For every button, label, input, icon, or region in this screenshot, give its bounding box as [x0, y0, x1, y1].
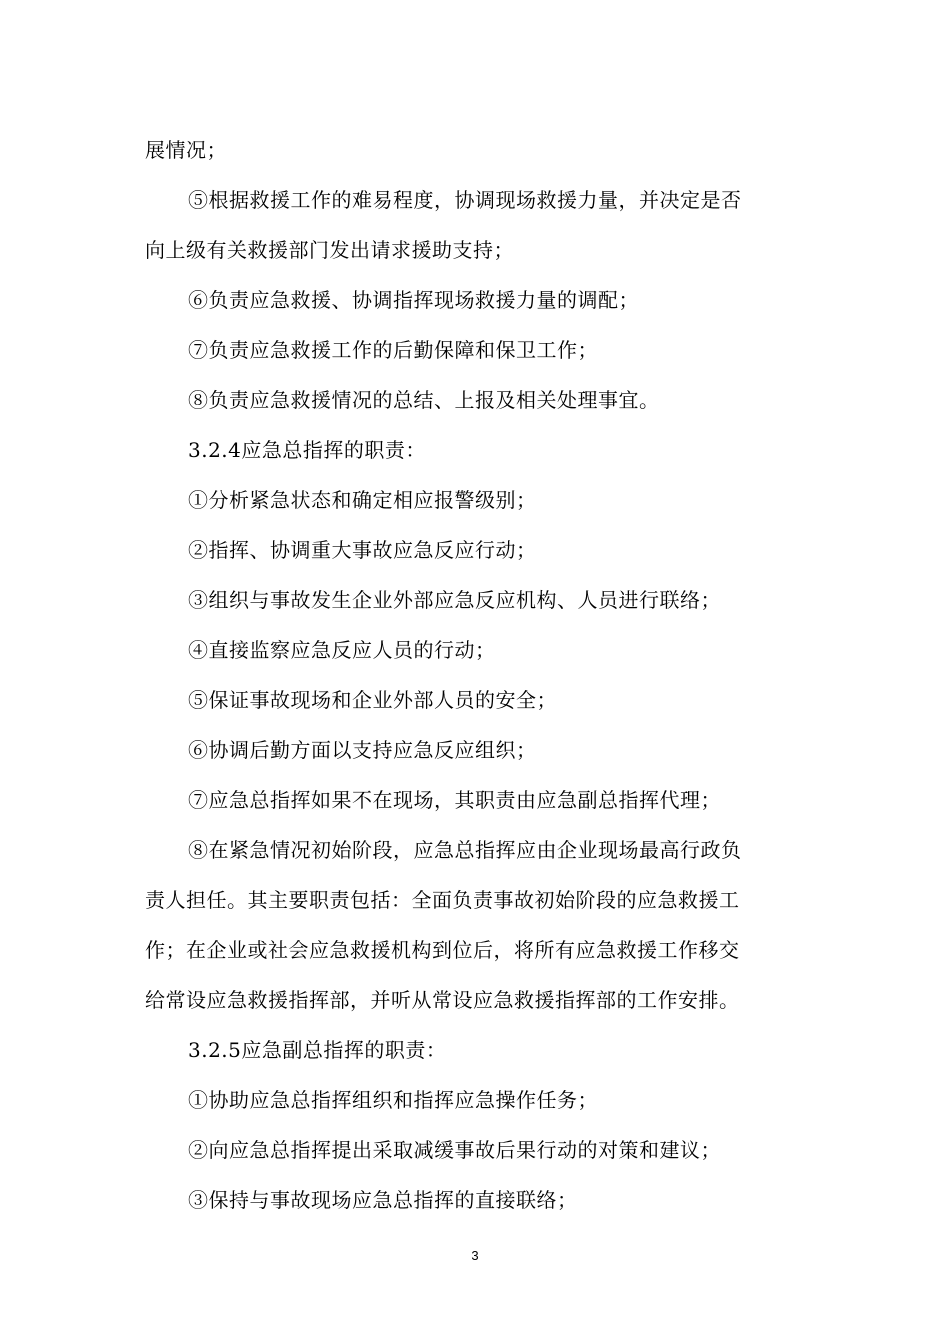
text-line: 向上级有关救援部门发出请求援助支持；	[145, 238, 514, 262]
text-line: ④直接监察应急反应人员的行动；	[188, 638, 496, 662]
section-heading: 3.2.5应急副总指挥的职责：	[188, 1038, 447, 1062]
text-line: ⑤根据救援工作的难易程度，协调现场救援力量，并决定是否	[188, 188, 742, 212]
text-line: ②向应急总指挥提出采取减缓事故后果行动的对策和建议；	[188, 1138, 721, 1162]
section-heading: 3.2.4应急总指挥的职责：	[188, 438, 426, 462]
text-line: ⑦应急总指挥如果不在现场，其职责由应急副总指挥代理；	[188, 788, 721, 812]
text-line: 展情况；	[145, 138, 227, 162]
text-line: ②指挥、协调重大事故应急反应行动；	[188, 538, 537, 562]
text-line: ①分析紧急状态和确定相应报警级别；	[188, 488, 537, 512]
text-line: 作；在企业或社会应急救援机构到位后，将所有应急救援工作移交	[145, 938, 740, 962]
text-line: ③保持与事故现场应急总指挥的直接联络；	[188, 1188, 578, 1212]
text-line: ③组织与事故发生企业外部应急反应机构、人员进行联络；	[188, 588, 721, 612]
text-line: ⑦负责应急救援工作的后勤保障和保卫工作；	[188, 338, 598, 362]
text-line: ⑤保证事故现场和企业外部人员的安全；	[188, 688, 557, 712]
text-line: ⑥协调后勤方面以支持应急反应组织；	[188, 738, 537, 762]
text-line: ⑧负责应急救援情况的总结、上报及相关处理事宜。	[188, 388, 660, 412]
text-line: ⑧在紧急情况初始阶段，应急总指挥应由企业现场最高行政负	[188, 838, 742, 862]
text-line: 给常设应急救援指挥部，并听从常设应急救援指挥部的工作安排。	[145, 988, 740, 1012]
page-number: 3	[471, 1248, 479, 1263]
text-line: 责人担任。其主要职责包括：全面负责事故初始阶段的应急救援工	[145, 888, 740, 912]
text-line: ⑥负责应急救援、协调指挥现场救援力量的调配；	[188, 288, 639, 312]
text-line: ①协助应急总指挥组织和指挥应急操作任务；	[188, 1088, 598, 1112]
